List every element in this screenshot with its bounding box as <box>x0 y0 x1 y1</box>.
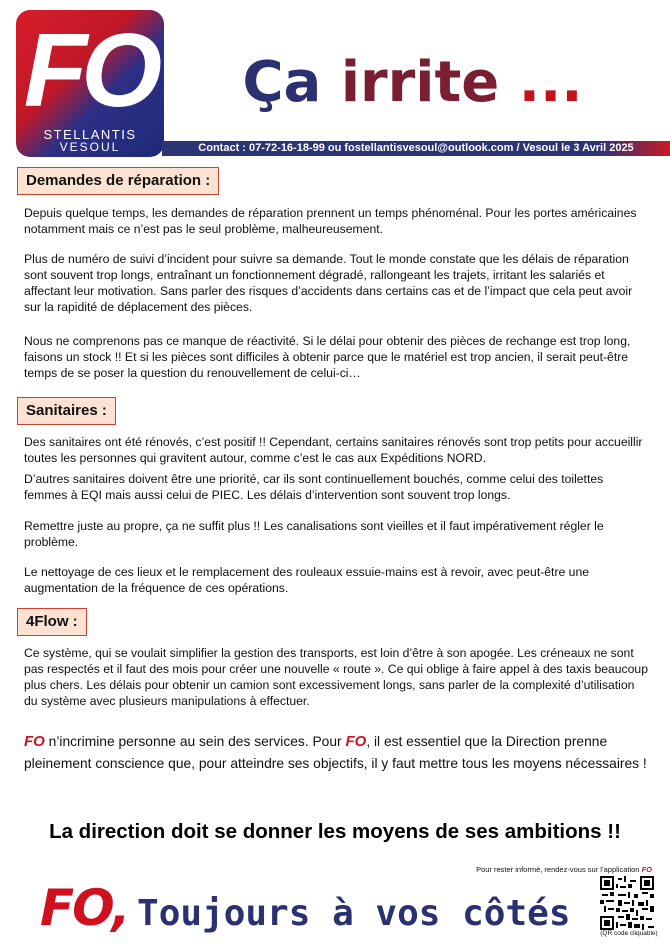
conclusion-text-1: n’incrimine personne au sein des services. Pour <box>44 734 346 749</box>
qr-code[interactable] <box>600 876 654 930</box>
conclusion-paragraph <box>24 731 648 774</box>
paragraph-reparation-1: Depuis quelque temps, les demandes de réparation prennent un temps phénoménal. Pour les portes américaines notamment mais ce n’est pas le seul problème, malheureusement. <box>24 206 637 236</box>
app-note <box>476 865 652 874</box>
fo-stellantis-logo <box>16 10 164 157</box>
conclusion-text-2: , il est essentiel que la Direction prenne pleinement conscience que, pour atteindre ses objectifs, il y faut mettre tous les moyens nécessaires ! <box>24 734 647 771</box>
headline-word-irrite: irrite <box>340 50 500 115</box>
logo-line-vesoul: VESOUL <box>59 140 121 154</box>
app-note-text: Pour rester informé, rendez-vous sur l’application <box>476 865 640 874</box>
section-label-sanitaires: Sanitaires : <box>17 397 116 425</box>
paragraph-sanitaires-2: D’autres sanitaires doivent être une priorité, car ils sont continuellement bouchés, comme celui des toilettes femmes à EQI mais aussi celui de PIEC. Les délais d’intervention sont souvent trop longs. <box>24 472 604 502</box>
app-note-fo: FO <box>641 865 652 874</box>
paragraph-4flow-1: Ce système, qui se voulait simplifier la gestion des transports, est loin d’être à son apogée. Les créneaux ne sont pas respectés et il faut des mois pour créer une nouvelle « route ». Ce qui oblige à faire appel à des taxis beaucoup plus chers. Les délais pour obtenir un camion sont excessivement longs, sans parler de la complexité d’utilisation du système avec plusieurs manipulations à effectuer. <box>24 646 648 708</box>
fo-inline-mark: FO <box>24 733 45 750</box>
paragraph-sanitaires-1: Des sanitaires ont été rénovés, c’est positif !! Cependant, certains sanitaires rénovés sont trop petits pour accueillir toutes les personnes qui gravitent autour, comme c’est le cas aux Expéditions NORD. <box>24 435 643 465</box>
headline-ellipsis: ... <box>518 50 583 115</box>
paragraph-reparation-3: Nous ne comprenons pas ce manque de réactivité. Si le délai pour obtenir des pièces de rechange est trop long, faisons un stock !! Et si les pièces sont difficiles à obtenir parce que le matériel est trop ancien, il serait peut-être temps de se poser la question du renouvellement de celui-ci… <box>24 334 631 380</box>
slogan: La direction doit se donner les moyens de ses ambitions !! <box>49 820 621 843</box>
logo-letters: FO <box>23 13 157 129</box>
paragraph-reparation-2: Plus de numéro de suivi d’incident pour suivre sa demande. Tout le monde constate que les délais de réparation sont souvent trop longs, entraînant un fonctionnement dégradé, rallongeant les trajets, irritant les salariés et affectant leur motivation. Sans parler des risques d’accidents dans certains cas et de l’impact que cela peut avoir sur la rapidité de déplacement des pièces. <box>24 252 633 314</box>
logo-line-stellantis: STELLANTIS <box>43 127 137 142</box>
paragraph-sanitaires-3: Remettre juste au propre, ça ne suffit plus !! Les canalisations sont vieilles et il faut impérativement régler le problème. <box>24 519 604 549</box>
section-label-4flow: 4Flow : <box>17 608 87 636</box>
footer-tagline-text: Toujours à vos côtés <box>137 893 571 934</box>
contact-bar: Contact : 07-72-16-18-99 ou fostellantisvesoul@outlook.com / Vesoul le 3 Avril 2025 <box>162 141 670 156</box>
footer-tagline <box>40 878 600 938</box>
section-label-reparation: Demandes de réparation : <box>17 167 219 195</box>
qr-caption: (QR code cliquable) <box>600 930 658 937</box>
paragraph-sanitaires-4: Le nettoyage de ces lieux et le remplacement des rouleaux essuie-mains est à revoir, avec peut-être une augmentation de la fréquence de ces opérations. <box>24 565 590 595</box>
footer-fo: FO, <box>40 879 129 937</box>
headline <box>165 50 660 116</box>
fo-inline-mark: FO <box>345 733 367 750</box>
headline-word-ca: Ça <box>242 50 322 115</box>
